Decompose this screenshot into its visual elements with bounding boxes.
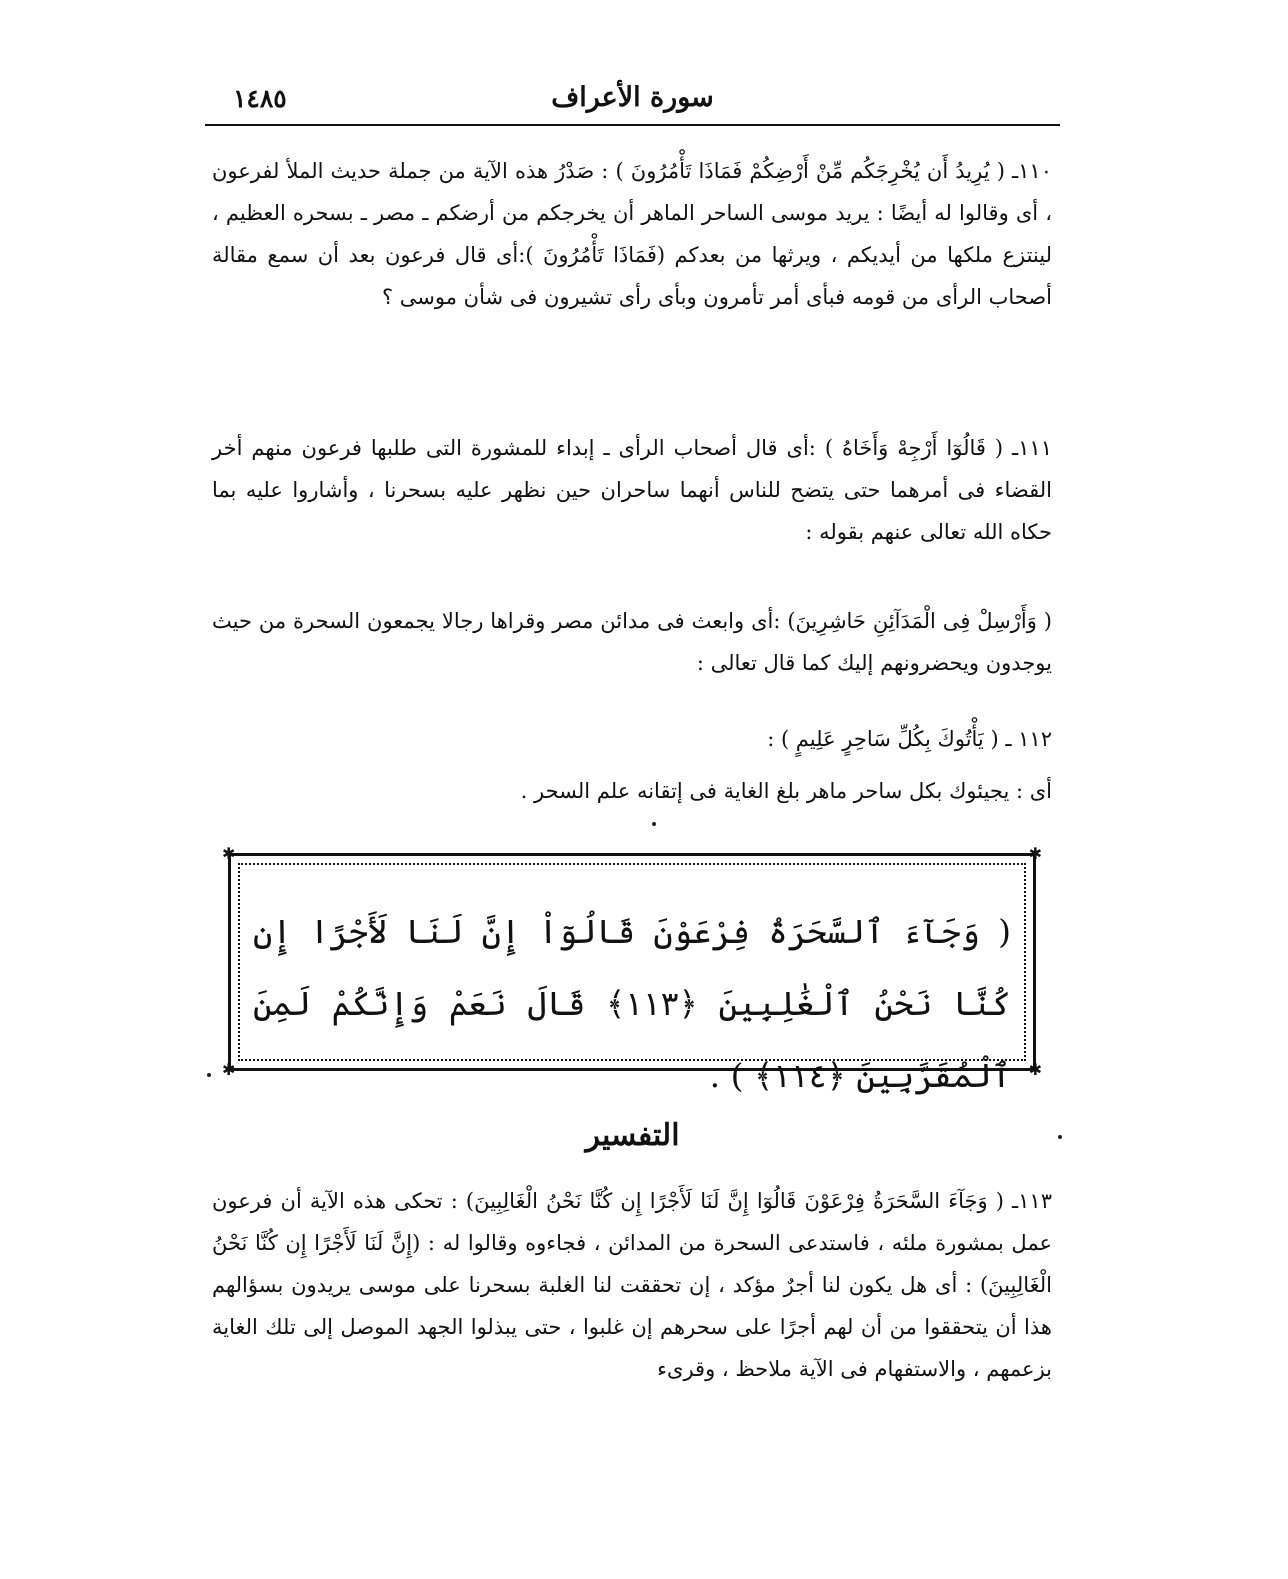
paragraph: أى : يجيئوك بكل ساحر ماهر بلغ الغاية فى إتقانه علم السحر . bbox=[520, 779, 1052, 803]
page-number: ١٤٨٥ bbox=[233, 84, 287, 113]
star-ornament-icon: ✱ bbox=[222, 844, 236, 863]
verse-113-commentary bbox=[212, 1180, 1052, 1390]
speck bbox=[207, 1073, 211, 1077]
verse-112-text bbox=[212, 718, 1052, 760]
star-ornament-icon: ✱ bbox=[222, 1060, 236, 1079]
quran-verse-frame bbox=[222, 844, 1042, 1095]
paragraph: ( وَأَرْسِلْ فِى الْمَدَآئِنِ حَاشِرِينَ) :أى وابعث فى مدائن مصر وقراها رجالا يجمعون السحرة من حيث يوجدون ويحضرونهم إليك كما قال تعالى : bbox=[212, 609, 1052, 675]
paragraph: ١١٢ ـ ( يَأْتُوكَ بِكُلِّ سَاحِرٍ عَلِيمٍ ) : bbox=[767, 727, 1052, 751]
quran-verses-113-114: ( وَجَآءَ ٱلسَّحَرَةُ فِرْعَوْنَ قَالُوٓاْ إِنَّ لَنَا لَأَجْرًا إِن كُنَّا نَحْنُ ٱلْغَٰلِبِينَ ﴿١١٣﴾ قَالَ نَعَمْ وَإِنَّكُمْ لَمِنَ ٱلْمُقَرَّبِينَ ﴿١١٤﴾ ) . bbox=[253, 912, 1011, 1095]
header-divider bbox=[205, 124, 1060, 126]
surah-title: سورة الأعراف bbox=[551, 82, 714, 113]
speck bbox=[652, 822, 656, 826]
paragraph: ١١١ـ ( قَالُوٓا أَرْجِهْ وَأَخَاهُ ) :أى قال أصحاب الرأى ـ إبداء للمشورة التى طلبها فرعون منهم أخر القضاء فى أمرهما حتى يتضح للناس أنهما ساحران حين نظهر عليه بسحرنا ، وأشاروا عليه بما حكاه الله تعالى عنهم بقوله : bbox=[212, 436, 1052, 544]
section-heading: التفسير bbox=[585, 1118, 680, 1153]
speck bbox=[1058, 1135, 1062, 1139]
send-gatherers-commentary bbox=[212, 600, 1052, 684]
verse-110-commentary bbox=[212, 150, 1052, 318]
star-ornament-icon: ✱ bbox=[1028, 1060, 1042, 1079]
star-ornament-icon: ✱ bbox=[1028, 844, 1042, 863]
page-header bbox=[205, 78, 1060, 122]
verse-112-commentary bbox=[212, 770, 1052, 812]
paragraph: ١١٠ـ ( يُرِيدُ أَن يُخْرِجَكُم مِّنْ أَرْضِكُمْ فَمَاذَا تَأْمُرُونَ ) : صَدْرُ هذه الآية من جملة حديث الملأ لفرعون ، أى وقالوا له أيضًا : يريد موسى الساحر الماهر أن يخرجكم من أرضكم ـ مصر ـ بسحره العظيم ، لينتزع ملكها من أيديكم ، ويرثها من بعدكم (فَمَاذَا تَأْمُرُونَ ):أى قال فرعون بعد أن سمع مقالة أصحاب الرأى من قومه فبأى أمر تأمرون وبأى رأى تشيرون فى شأن موسى ؟ bbox=[212, 159, 1052, 309]
paragraph: ١١٣ـ ( وَجَآءَ السَّحَرَةُ فِرْعَوْنَ قَالُوٓا إِنَّ لَنَا لَأَجْرًا إِن كُنَّا نَحْنُ الْغَالِبِينَ) : تحكى هذه الآية أن فرعون عمل بمشورة ملئه ، فاستدعى السحرة من المدائن ، فجاءوه وقالوا له : (إِنَّ لَنَا لَأَجْرًا إِن كُنَّا نَحْنُ الْغَالِبِينَ) : أى هل يكون لنا أجرٌ مؤكد ، إن تحققت لنا الغلبة بسحرنا على موسى يريدون بسؤالهم هذا أن يتحققوا من أن لهم أجرًا على سحرهم إن غلبوا ، حتى يبذلوا الجهد الموصل إلى تلك الغاية بزعمهم ، والاستفهام فى الآية ملاحظ ، وقرىء bbox=[212, 1189, 1052, 1381]
verse-111-commentary bbox=[212, 427, 1052, 553]
